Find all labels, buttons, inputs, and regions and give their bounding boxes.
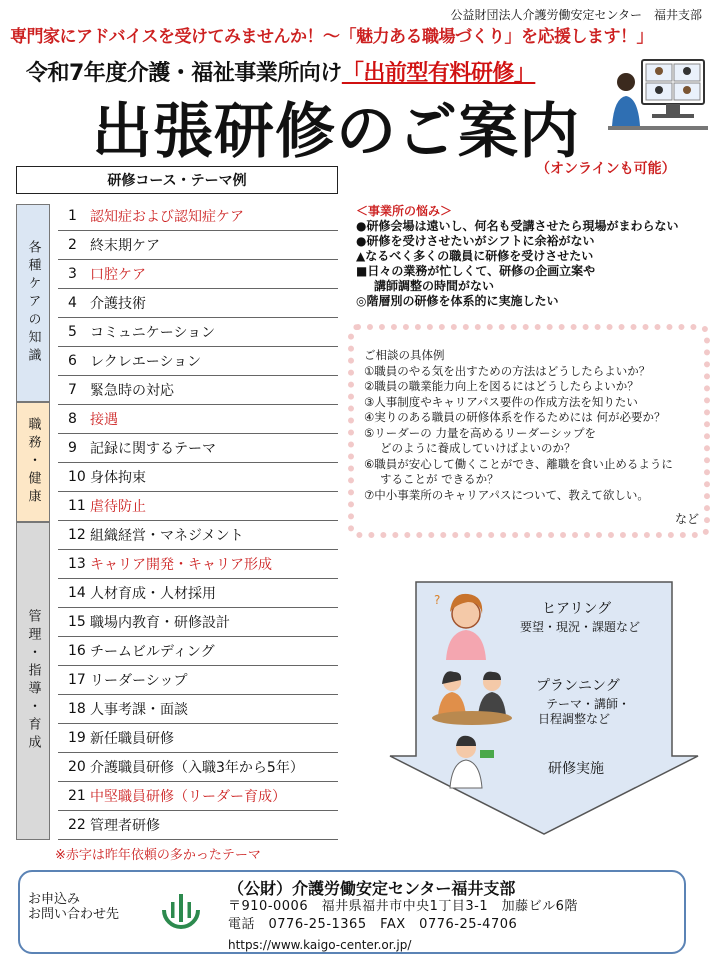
contact-label-line: お問い合わせ先 [28,907,120,922]
category-duty-health [16,402,50,522]
course-row [58,521,338,550]
course-number: 8 [68,411,77,427]
course-number: 7 [68,382,77,398]
worries-title: ＜事業所の悩み＞ [356,204,453,218]
course-row [58,608,338,637]
category-label: 各種ケアの知識 [25,240,41,366]
step-planning-title: プランニング [536,678,620,694]
course-title: 終末期ケア [90,238,160,254]
step-hearing-title: ヒアリング [542,601,612,617]
course-title: 緊急時の対応 [90,383,174,399]
course-title: 介護技術 [90,296,146,312]
category-label: 管理・指導・育成 [25,609,41,753]
course-title: レクレエーション [90,354,202,370]
online-meeting-illustration [608,56,708,138]
course-row [58,666,338,695]
consultation-item: ⑤リーダーの 力量を高めるリーダーシップを [364,425,597,440]
course-title: コミュニケーション [90,325,216,341]
worry-item: ●研修会場は遠いし、何名も受講させたら現場がまわらない [356,219,679,233]
course-title: 記録に関するテーマ [90,441,216,457]
course-row [58,579,338,608]
online-note: （オンラインも可能） [536,161,676,177]
consultation-item: ④実りのある職員の研修体系を作るためには 何が必要か？ [364,410,666,424]
subtitle [26,56,535,87]
course-row [58,695,338,724]
course-row [58,724,338,753]
consultation-item: ①職員のやる気を出すための方法はどうしたらよいか？ [364,363,651,378]
course-row [58,289,338,318]
subtitle-highlight: 「出前型有料研修」 [341,61,536,86]
organization-name: 公益財団法人介護労働安定センター 福井支部 [450,8,702,22]
course-number: 5 [68,324,77,340]
consultation-item: ②職員の職業能力向上を図るにはどうしたらよいか？ [364,379,639,393]
category-label: 職務・健康 [25,417,41,507]
course-title: リーダーシップ [90,673,188,689]
course-number: 22 [68,817,86,833]
course-number: 16 [68,643,86,659]
course-list [58,202,338,840]
course-row [58,782,338,811]
course-title: 組織経営・マネジメント [90,528,244,544]
category-care-knowledge [16,204,50,402]
flow-arrow [388,580,700,838]
footer-address-block [228,898,578,934]
tagline: 専門家にアドバイスを受けてみませんか！～「魅力ある職場づくり」を応援します！」 [10,27,653,47]
course-row [58,811,338,840]
course-row [58,753,338,782]
course-number: 19 [68,730,86,746]
course-row [58,405,338,434]
course-title: 中堅職員研修（リーダー育成） [90,789,286,805]
course-row [58,463,338,492]
footer-phone: 電話 0776-25-1365 FAX 0776-25-4706 [228,917,518,932]
course-title: 虐待防止 [90,499,146,515]
contact-label-line: お申込み [28,892,81,907]
step-hearing-sub: 要望・現況・課題など [520,620,641,634]
consultation-item: ⑦中小事業所のキャリアパスについて、教えて欲しい。 [364,487,649,502]
worry-item: ■日々の業務が忙しくて、研修の企画立案や [356,264,596,278]
consultation-item: することが できるか？ [380,472,499,486]
course-title: 人事考課・面談 [90,702,188,718]
footer-org-name: （公財）介護労働安定センター福井支部 [228,879,516,898]
course-title: 接遇 [90,412,118,428]
course-number: 9 [68,440,77,456]
footer-url-link[interactable]: https://www.kaigo-center.or.jp/ [228,938,412,952]
course-number: 3 [68,266,77,282]
consultation-item: ③人事制度やキャリアパス要件の作成方法を知りたい [364,394,638,409]
course-title: 口腔ケア [90,267,146,283]
worry-item: ◎階層別の研修を体系的に実施したい [356,294,559,308]
course-title: 身体拘束 [90,470,146,486]
course-number: 18 [68,701,86,717]
course-row [58,231,338,260]
consultation-examples [364,348,704,503]
worry-item: 講師調整の時間がない [374,279,495,293]
etc-label: など [675,512,700,526]
course-title: 新任職員研修 [90,731,174,747]
course-number: 1 [68,208,77,224]
course-title: 介護職員研修（入職3年から5年） [90,760,304,776]
worries-block [356,204,678,309]
course-row [58,637,338,666]
course-row [58,550,338,579]
course-number: 2 [68,237,77,253]
course-number: 15 [68,614,86,630]
course-number: 6 [68,353,77,369]
course-number: 10 [68,469,86,485]
course-title: キャリア開発・キャリア形成 [90,557,272,573]
svg-text:?: ? [434,593,441,607]
course-row [58,376,338,405]
course-row [58,318,338,347]
course-number: 13 [68,556,86,572]
course-table-header: 研修コース・テーマ例 [16,166,338,194]
contact-label [28,892,119,922]
category-management [16,522,50,840]
course-number: 11 [68,498,86,514]
course-row [58,202,338,231]
consultation-title: ご相談の具体例 [364,348,445,362]
footer-address: 〒910-0006 福井県福井市中央1丁目3-1 加藤ビル6階 [228,899,578,914]
worry-item: ●研修を受けさせたいがシフトに余裕がない [356,234,595,248]
course-title: 認知症および認知症ケア [90,209,244,225]
red-topic-note: ※赤字は昨年依頼の多かったテーマ [55,848,261,863]
course-title: 人材育成・人材採用 [90,586,216,602]
course-number: 14 [68,585,86,601]
course-title: チームビルディング [90,644,215,660]
course-number: 4 [68,295,77,311]
course-row [58,260,338,289]
step-training-title: 研修実施 [548,761,604,777]
step-planning-sub: 日程調整など [538,712,611,726]
course-title: 管理者研修 [90,818,160,834]
course-title: 職場内教育・研修設計 [90,615,230,631]
course-number: 20 [68,759,86,775]
consultation-item: ⑥職員が安心して働くことができ、離職を食い止めるように [364,456,673,471]
worry-item: ▲なるべく多くの職員に研修を受けさせたい [356,249,594,263]
course-row [58,434,338,463]
course-number: 17 [68,672,86,688]
course-row [58,492,338,521]
subtitle-prefix: 令和7年度介護・福祉事業所向け [26,61,342,86]
step-planning-sub: テーマ・講師・ [546,697,631,711]
course-number: 21 [68,788,86,804]
organization-logo-icon [160,888,202,930]
course-row [58,347,338,376]
page-title: 出張研修のご案内 [92,97,580,167]
course-number: 12 [68,527,86,543]
consultation-item: どのように養成していけばよいのか？ [380,441,576,455]
